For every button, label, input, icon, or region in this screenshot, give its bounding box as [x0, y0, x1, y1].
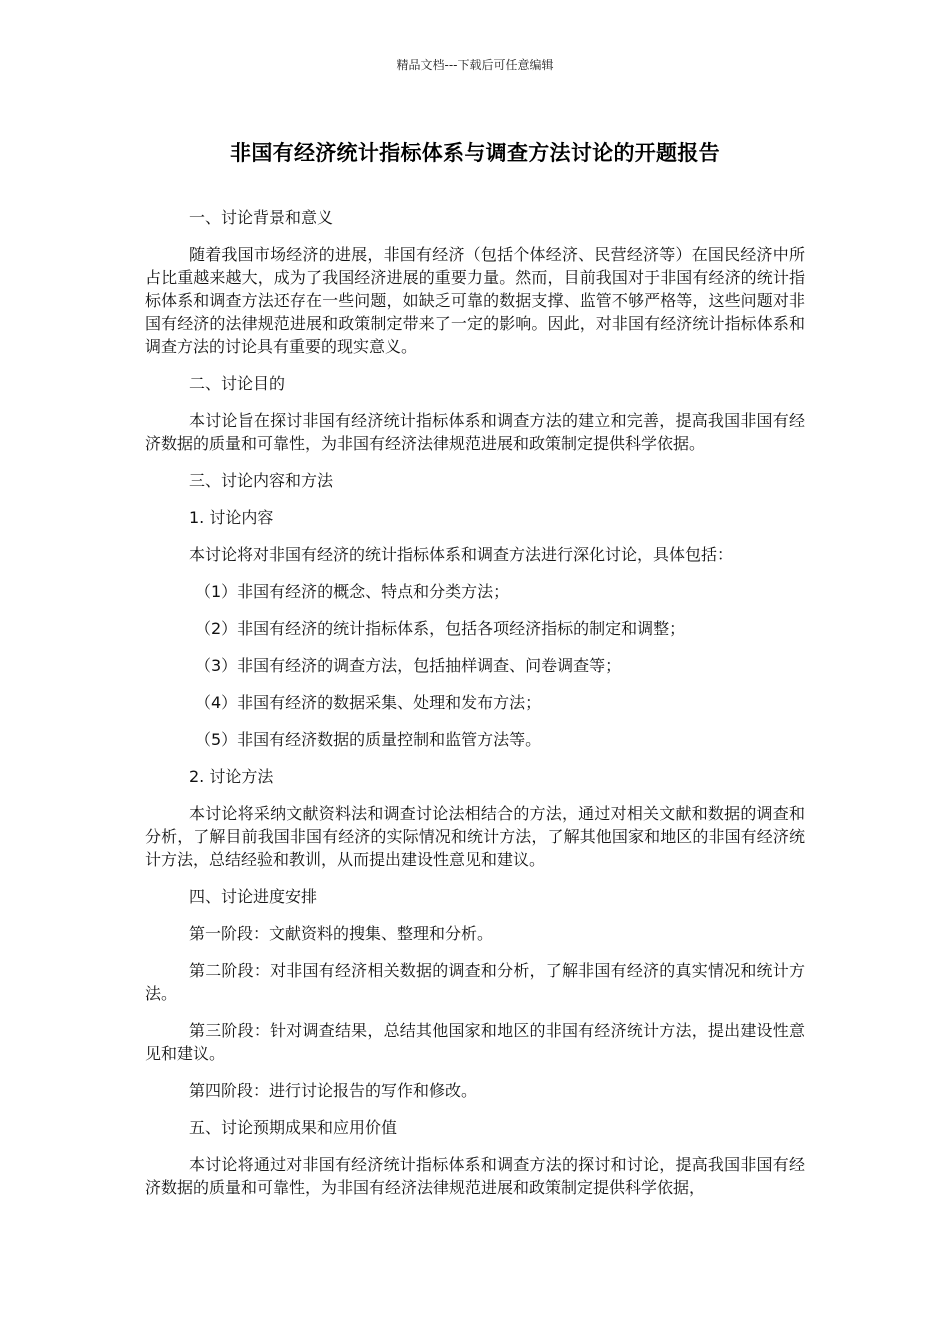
list-item: （2）非国有经济的统计指标体系，包括各项经济指标的制定和调整；: [195, 619, 686, 638]
document-title: 非国有经济统计指标体系与调查方法讨论的开题报告: [230, 141, 720, 165]
list-item: （4）非国有经济的数据采集、处理和发布方法；: [195, 693, 542, 712]
page-header: 精品文档---下载后可任意编辑: [396, 58, 554, 72]
section-heading-purpose: 二、讨论目的: [189, 374, 286, 393]
section-heading-background: 一、讨论背景和意义: [189, 208, 334, 227]
paragraph-purpose: 本讨论旨在探讨非国有经济统计指标体系和调查方法的建立和完善，提高我国非国有经济数据的质量和可靠性，为非国有经济法律规范进展和政策制定提供科学依据。: [145, 411, 805, 453]
document-body: [145, 206, 805, 1213]
list-item: （5）非国有经济数据的质量控制和监管方法等。: [195, 730, 542, 749]
paragraph-stage-2: 第二阶段：对非国有经济相关数据的调查和分析，了解非国有经济的真实情况和统计方法。: [145, 961, 805, 1003]
paragraph-content-intro: 本讨论将对非国有经济的统计指标体系和调查方法进行深化讨论，具体包括：: [189, 545, 734, 564]
section-heading-schedule: 四、讨论进度安排: [189, 887, 318, 906]
paragraph-stage-4: 第四阶段：进行讨论报告的写作和修改。: [189, 1081, 478, 1100]
subheading-content: 1. 讨论内容: [189, 508, 274, 527]
section-heading-content-method: 三、讨论内容和方法: [189, 471, 334, 490]
list-item: （3）非国有经济的调查方法，包括抽样调查、问卷调查等；: [195, 656, 622, 675]
paragraph-method: 本讨论将采纳文献资料法和调查讨论法相结合的方法，通过对相关文献和数据的调查和分析，了解目前我国非国有经济的实际情况和统计方法，了解其他国家和地区的非国有经济统计方法，总结经验和教训，从而提出建设性意见和建议。: [145, 804, 805, 869]
subheading-method: 2. 讨论方法: [189, 767, 274, 786]
paragraph-outcomes: 本讨论将通过对非国有经济统计指标体系和调查方法的探讨和讨论，提高我国非国有经济数据的质量和可靠性，为非国有经济法律规范进展和政策制定提供科学依据，: [145, 1155, 805, 1197]
paragraph-background: 随着我国市场经济的进展，非国有经济（包括个体经济、民营经济等）在国民经济中所占比重越来越大，成为了我国经济进展的重要力量。然而，目前我国对于非国有经济的统计指标体系和调查方法还存在一些问题，如缺乏可靠的数据支撑、监管不够严格等，这些问题对非国有经济的法律规范进展和政策制定带来了一定的影响。因此，对非国有经济统计指标体系和调查方法的讨论具有重要的现实意义。: [145, 245, 805, 356]
paragraph-stage-3: 第三阶段：针对调查结果，总结其他国家和地区的非国有经济统计方法，提出建设性意见和建议。: [145, 1021, 805, 1063]
paragraph-stage-1: 第一阶段：文献资料的搜集、整理和分析。: [189, 924, 494, 943]
list-item: （1）非国有经济的概念、特点和分类方法；: [195, 582, 510, 601]
section-heading-outcomes: 五、讨论预期成果和应用价值: [189, 1118, 398, 1137]
